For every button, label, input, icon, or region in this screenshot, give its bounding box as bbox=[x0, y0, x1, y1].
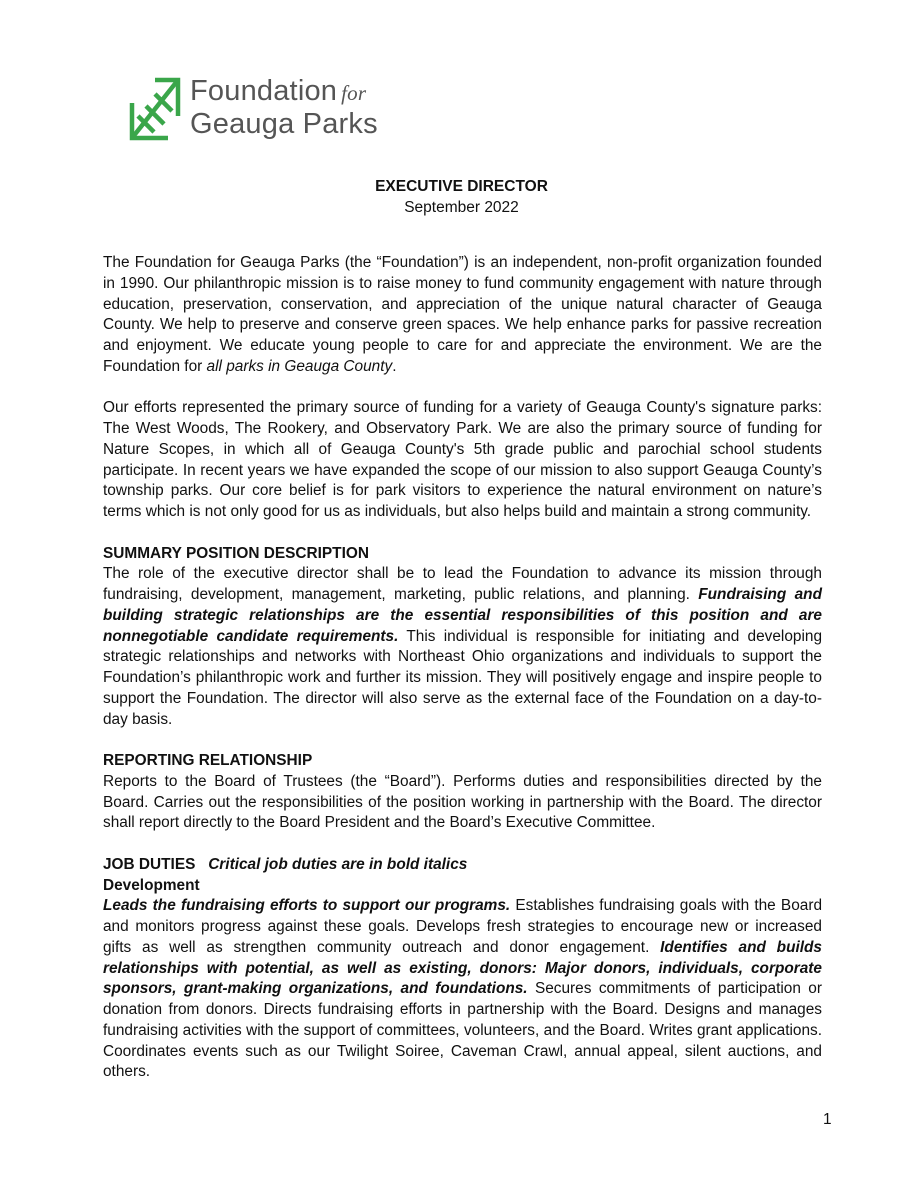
intro-italic: all parks in Geauga County bbox=[206, 357, 393, 375]
document-title: EXECUTIVE DIRECTOR bbox=[375, 178, 548, 195]
development-subheading: Development bbox=[103, 876, 200, 894]
logo-foundation-text: Foundation bbox=[190, 75, 338, 107]
logo-geauga-parks-text: Geauga Parks bbox=[190, 108, 378, 140]
summary-emphasis: Fundraising and building strategic relationships are the essential responsibilities of this position and are nonnegotiable candidate requirements. bbox=[103, 586, 822, 645]
efforts-paragraph: Our efforts represented the primary source of funding for a variety of Geauga County's signature parks: The West Woods, The Rookery, and Observatory Park. We are also the primary source of funding for Nature Scopes, in which all of Geauga County's 5th grade public and parochial school students participate. In recent years we have expanded the scope of our mission to also support Geauga County’s township parks. Our core belief is for park visitors to experience the natural environment on nature’s terms which is not only good for us as individuals, but also helps build and maintain a strong community. bbox=[103, 399, 822, 520]
logo-wordmark bbox=[190, 76, 378, 140]
leaf-logo-icon bbox=[128, 76, 182, 142]
reporting-heading: REPORTING RELATIONSHIP bbox=[103, 752, 313, 769]
duties-heading-line bbox=[103, 855, 822, 876]
summary-paragraph: The role of the executive director shall be to lead the Foundation to advance its mission through fundraising, development, management, marketing, public relations, and planning. Fundraising and building strategic relationships are the essential responsibilities of this position and are nonnegotiable candidate requirements. This individual is responsible for initiating and developing strategic relationships and networks with Northeast Ohio organizations and individuals to support the Foundation’s philanthropic work and further its mission. They will positively engage and inspire people to support the Foundation. The director will also serve as the external face of the Foundation on a day-to-day basis. bbox=[103, 565, 823, 728]
duties-heading: JOB DUTIES bbox=[103, 855, 196, 873]
development-emphasis-2: Identifies and builds relationships with potential, as well as existing, donors: Major donors, individuals, corporate sponsors, grant-making organizations, and foundations. bbox=[103, 938, 822, 998]
intro-paragraph: The Foundation for Geauga Parks (the “Foundation”) is an independent, non-profit organization founded in 1990. Our philanthropic mission is to raise money to fund community engagement with nature through education, preservation, conservation, and appreciation of the unique natural character of Geauga County. We help to preserve and conserve green spaces. We help enhance parks for passive recreation and enjoyment. We educate young people to care for and appreciate the environment. We are the Foundation for all parks in Geauga County. bbox=[103, 254, 822, 375]
development-paragraph: Leads the fundraising efforts to support our programs. Establishes fundraising goals with the Board and monitors progress against these goals. Develops fresh strategies to encourage new or increased gifts as well as strengthen community outreach and donor engagement. Identifies and builds relationships with potential, as well as existing, donors: Major donors, individuals, corporate sponsors, grant-making organizations, and foundations. Secures commitments of participation or donation from donors. Directs fundraising efforts in partnership with the Board. Designs and manages fundraising activities with the support of committees, volunteers, and the Board. Writes grant applications. Coordinates events such as our Twilight Soiree, Caveman Crawl, annual appeal, silent auctions, and others. bbox=[103, 897, 822, 1081]
page-number: 1 bbox=[823, 1111, 832, 1128]
duties-note: Critical job duties are in bold italics bbox=[208, 855, 468, 873]
development-emphasis-1: Leads the fundraising efforts to support our programs. bbox=[103, 897, 511, 915]
document-date: September 2022 bbox=[404, 199, 519, 216]
reporting-paragraph: Reports to the Board of Trustees (the “Board”). Performs duties and responsibilities directed by the Board. Carries out the responsibilities of the position working in partnership with the Board. The director shall report directly to the Board President and the Board’s Executive Committee. bbox=[103, 772, 822, 832]
document-body bbox=[103, 253, 822, 1083]
logo-for-text: for bbox=[341, 81, 367, 105]
foundation-logo bbox=[128, 76, 378, 146]
summary-heading: SUMMARY POSITION DESCRIPTION bbox=[103, 544, 369, 562]
